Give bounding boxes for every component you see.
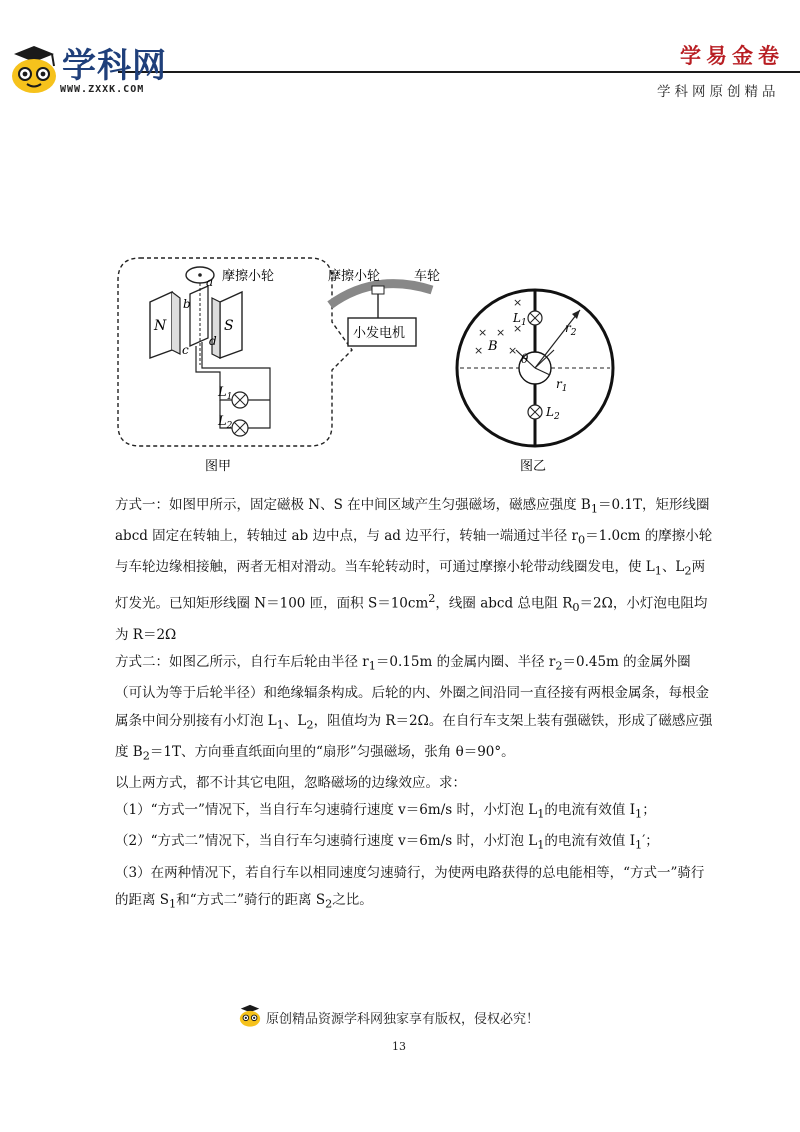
coil-abcd <box>190 286 208 346</box>
label-s: S <box>224 318 234 334</box>
question-3: （3）在两种情况下，若自行车以相同速度匀速骑行，为使两电路获得的总电能相等，“方式一”骑行的距离 $S_1$和“方式二”骑行的距离 $S_2$之比。 <box>115 864 705 911</box>
label-theta: θ <box>521 352 529 366</box>
label-n: N <box>154 318 167 334</box>
label-l1-a: $L_1$ <box>218 385 233 402</box>
label-friction-wheel: 摩擦小轮 <box>222 269 275 284</box>
logo-text: 学科网 <box>62 46 167 86</box>
label-r2: $r_2$ <box>565 321 577 338</box>
svg-text:×: × <box>508 344 518 357</box>
paragraph-method-two: 方式二：如图乙所示，自行车后轮由半径 $r_1=0.15m$ 的金属内圈、半径 $r_2=0.45m$ 的金属外圈（可认为等于后轮半径）和绝缘辐条构成。后轮的内、外圈之间沿同一直径接有两根金属条，每根金属条中间分别接有小灯泡 $L_1$、$L_2$，阻值均为 R＝2Ω。在自行车支架上装有强磁铁，形成了磁感应强度 $B_2=1T$、方向垂直纸面向里的“扇形”匀强磁场，张角 θ＝90°。 <box>115 654 713 763</box>
footer-copyright: 原创精品资源学科网独家享有版权，侵权必究！ <box>266 1012 540 1027</box>
label-b: b <box>183 297 191 311</box>
caption-figure-a: 图甲 <box>205 459 232 474</box>
svg-text:×: × <box>496 326 506 339</box>
caption-figure-b: 图乙 <box>520 459 547 474</box>
physics-figures <box>110 250 630 490</box>
label-b-field: B <box>488 339 498 354</box>
logo-mascot-icon <box>8 44 60 96</box>
problem-text <box>115 492 715 918</box>
brand-title: 学易金卷 <box>680 43 784 68</box>
paragraph-instructions: 以上两方式，都不计其它电阻，忽略磁场的边缘效应。求： <box>115 774 466 791</box>
label-l2-b: $L_2$ <box>546 405 560 422</box>
svg-text:×: × <box>513 296 523 309</box>
question-1: （1）“方式一”情况下，当自行车匀速骑行速度 v＝6m/s 时，小灯泡 $L_1$的电流有效值 $I_1$； <box>115 802 656 822</box>
label-inset-wheel: 摩擦小轮 <box>328 269 381 284</box>
paragraph-method-one: 方式一：如图甲所示，固定磁极 N、S 在中间区域产生匀强磁场，磁感应强度 $B_1=0.1T$，矩形线圈 abcd 固定在转轴上，转轴过 ab 边中点，与 ad 边平行，转轴一端通过半径 $r_0=1.0cm$ 的摩擦小轮与车轮边缘相接触，两者无相对滑动。当车轮转动时，可通过摩擦小轮带动线圈发电，使 $L_1$、$L_2$两灯发光。已知矩形线圈 N＝100 匝，面积 $S=10cm^2$，线圈 abcd 总电阻 $R_0=2\Omega$，小灯泡电阻均为 R＝2Ω <box>115 497 713 643</box>
label-r1: $r_1$ <box>556 377 568 394</box>
label-l2-a: $L_2$ <box>218 414 233 431</box>
page-number: 13 <box>392 1040 406 1053</box>
question-2: （2）“方式二”情况下，当自行车匀速骑行速度 v＝6m/s 时，小灯泡 $L_1$的电流有效值 $I_1'$； <box>115 833 659 853</box>
label-a: a <box>206 275 214 289</box>
svg-text:×: × <box>478 326 488 339</box>
label-inset-rim: 车轮 <box>414 269 441 284</box>
svg-text:×: × <box>513 322 523 335</box>
label-c: c <box>182 343 189 357</box>
label-l1-b: $L_1$ <box>513 311 527 328</box>
logo-url: WWW.ZXXK.COM <box>60 84 145 95</box>
label-d: d <box>209 334 217 348</box>
header-rule <box>118 71 800 73</box>
svg-text:×: × <box>474 344 484 357</box>
brand-subtitle: 学科网原创精品 <box>657 84 780 100</box>
label-generator: 小发电机 <box>353 326 406 341</box>
footer-mascot-icon <box>238 1004 262 1028</box>
